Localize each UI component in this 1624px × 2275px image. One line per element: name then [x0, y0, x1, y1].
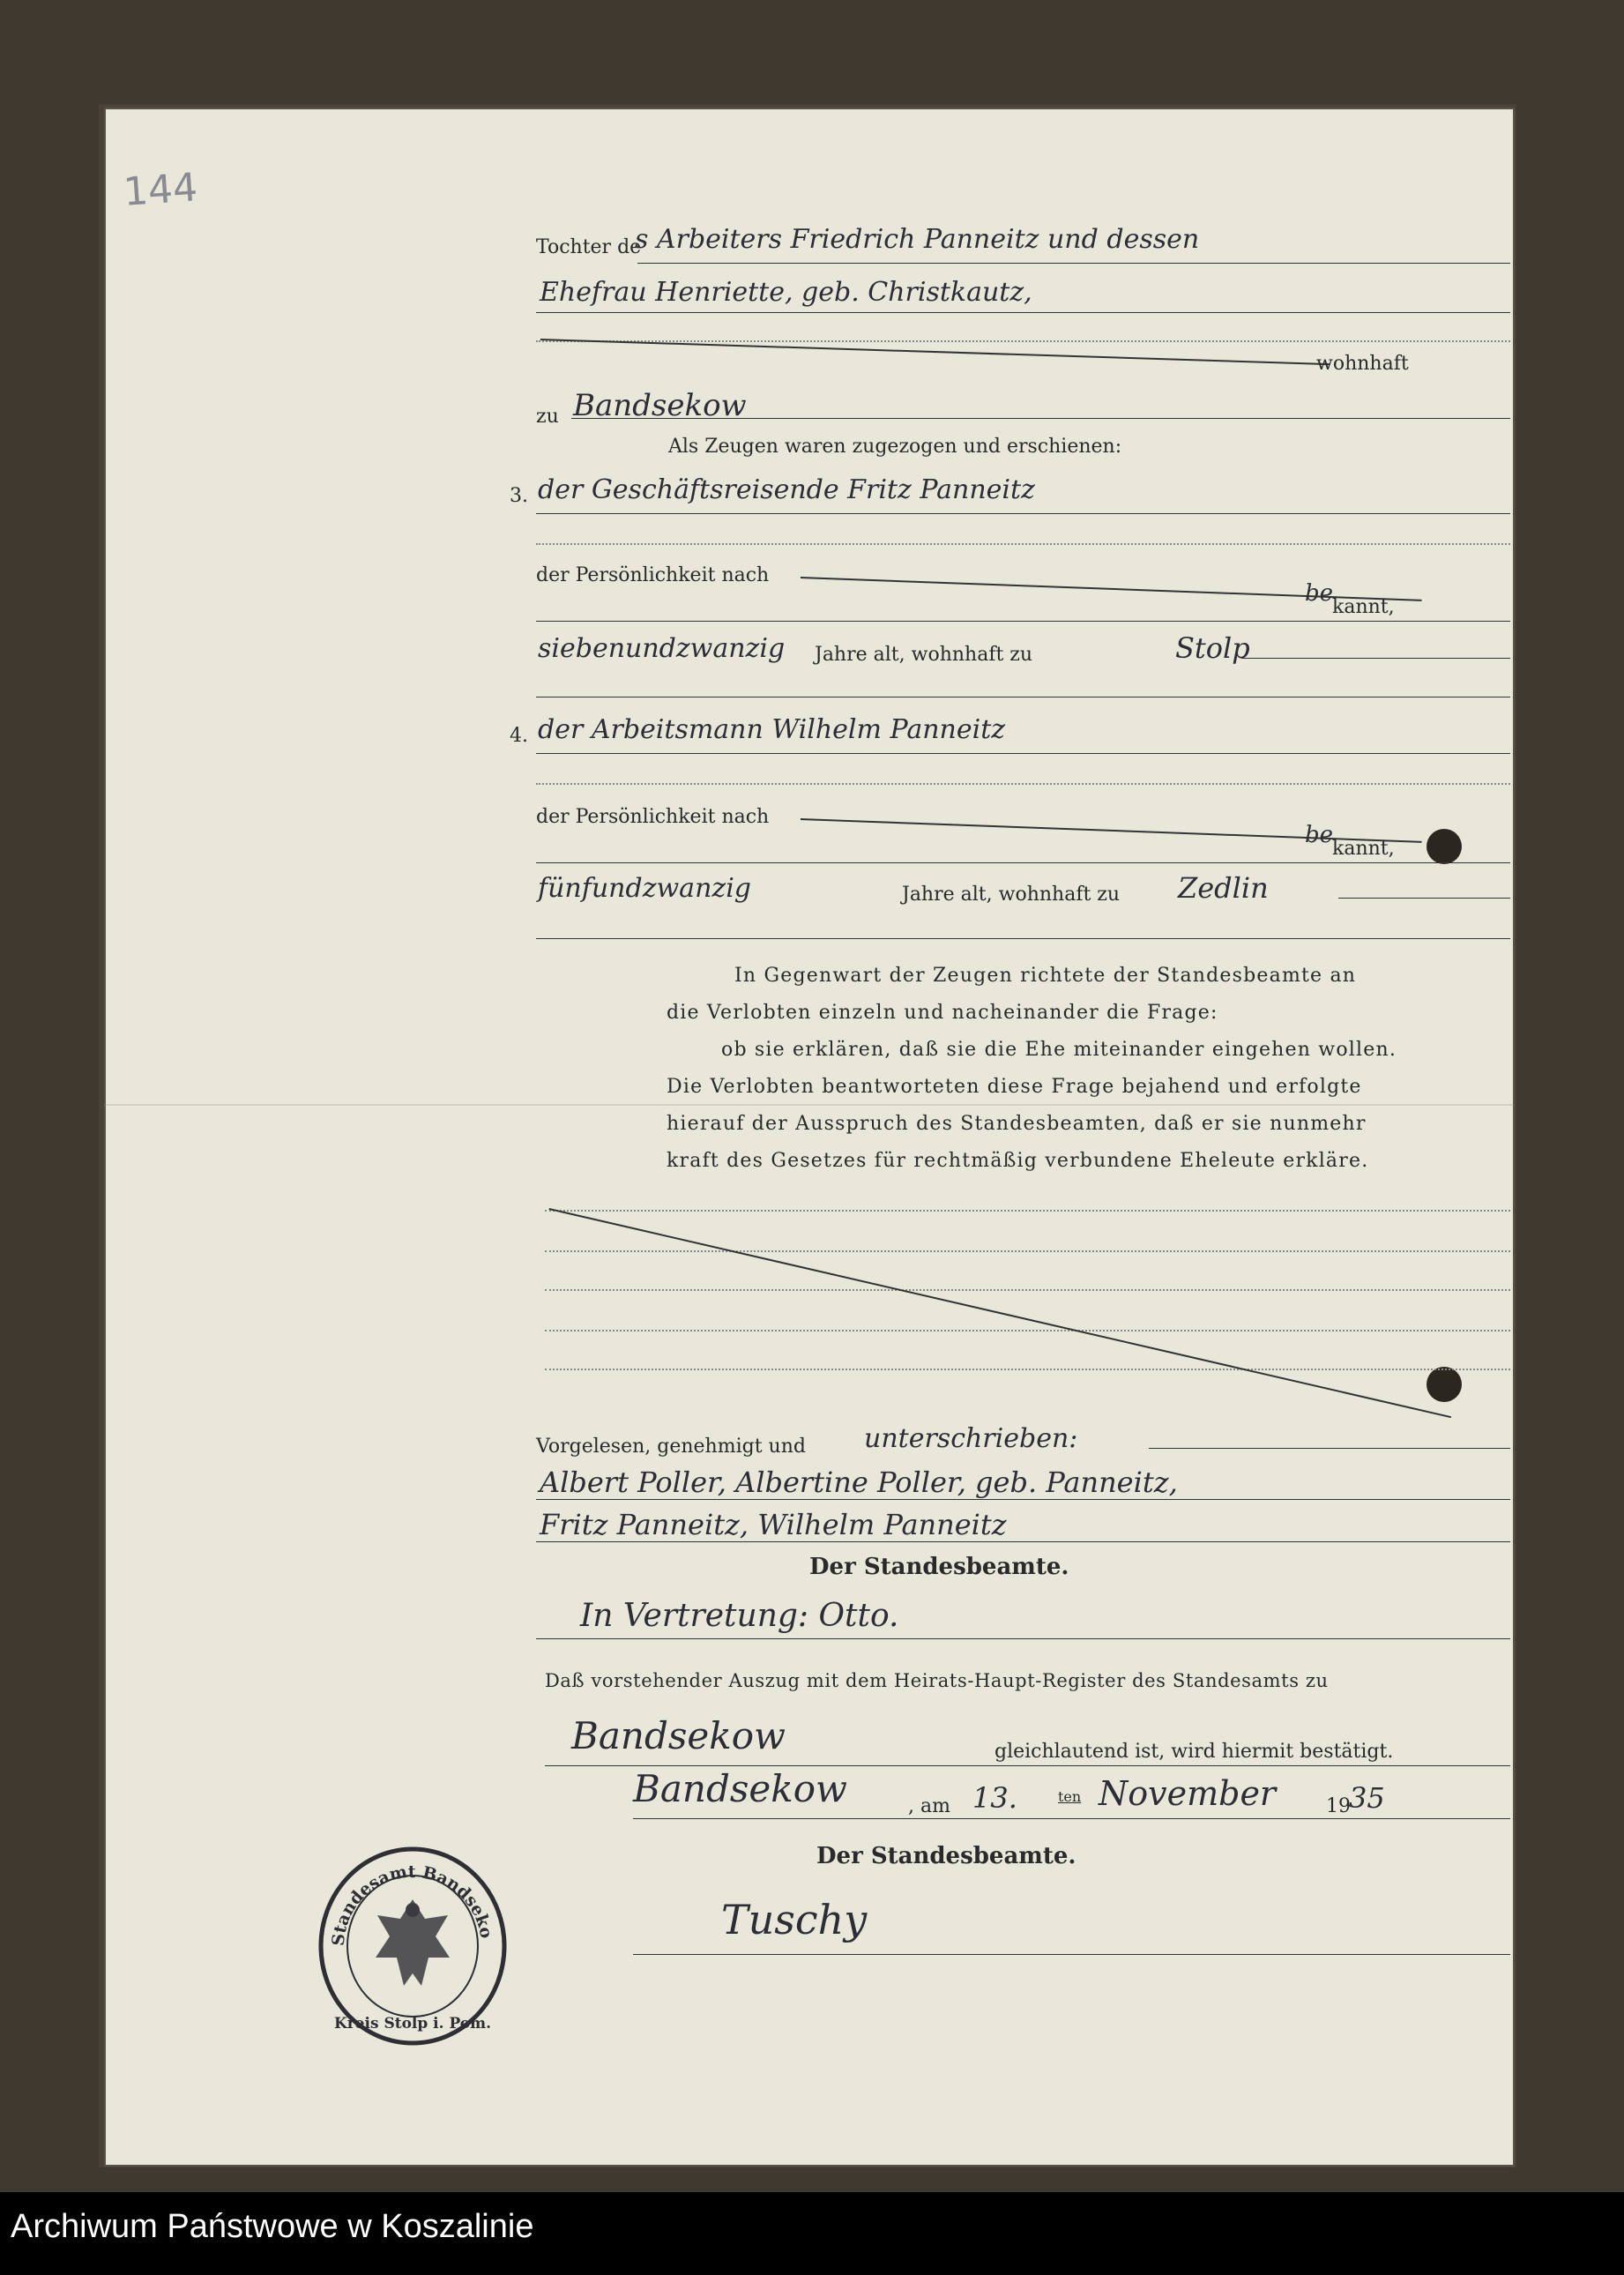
- dotted-rule: [536, 340, 1510, 342]
- witness-4-number: 4.: [510, 725, 528, 747]
- standesbeamte-heading-2: Der Standesbeamte.: [816, 1843, 1076, 1869]
- paragraph-line-5: hierauf der Ausspruch des Standesbeamten, daß er sie nunmehr: [667, 1113, 1367, 1135]
- tochter-prefix: Tochter de: [536, 236, 642, 258]
- vorgelesen-label: Vorgelesen, genehmigt und: [536, 1436, 806, 1458]
- paragraph-line-4: Die Verlobten beantworteten diese Frage bejahend und erfolgte: [667, 1076, 1362, 1098]
- bekannt-handwriting: be: [1305, 580, 1334, 607]
- witness-3-age-handwriting: siebenundzwanzig: [538, 633, 786, 664]
- dotted-rule: [545, 1250, 1510, 1252]
- dotted-rule: [536, 783, 1510, 785]
- official-seal: [316, 1845, 510, 2048]
- rule: [536, 1499, 1510, 1500]
- bekannt-handwriting: be: [1305, 822, 1334, 848]
- auszug-text: Daß vorstehender Auszug mit dem Heirats-Haupt-Register des Standesamts zu: [545, 1670, 1329, 1691]
- am-label: , am: [908, 1795, 950, 1817]
- year-handwriting: 35: [1349, 1781, 1385, 1815]
- age-label: Jahre alt, wohnhaft zu: [815, 644, 1033, 666]
- witness-4-place-handwriting: Zedlin: [1178, 871, 1269, 905]
- fold-crease: [104, 1104, 1515, 1106]
- dotted-rule: [545, 1369, 1510, 1370]
- dotted-rule: [545, 1330, 1510, 1331]
- rule: [536, 1638, 1510, 1639]
- day-handwriting: 13.: [972, 1781, 1017, 1815]
- rule: [571, 418, 1510, 419]
- rule: [536, 938, 1510, 939]
- paragraph-line-3: ob sie erklären, daß sie die Ehe miteinander eingehen wollen.: [721, 1039, 1397, 1061]
- signatures-line-1-handwriting: Albert Poller, Albertine Poller, geb. Panneitz,: [540, 1466, 1178, 1499]
- rule: [536, 1541, 1510, 1542]
- archive-footer-bar: [0, 2192, 1624, 2275]
- witness-3-place-handwriting: Stolp: [1175, 631, 1250, 665]
- signatures-line-2-handwriting: Fritz Panneitz, Wilhelm Panneitz: [540, 1508, 1007, 1541]
- rule: [1149, 1448, 1510, 1449]
- dotted-rule: [545, 1289, 1510, 1291]
- persoenlichkeit-label: der Persönlichkeit nach: [536, 806, 770, 828]
- age-label: Jahre alt, wohnhaft zu: [902, 884, 1121, 906]
- year-prefix: 19: [1326, 1795, 1351, 1817]
- office-place-handwriting: Bandsekow: [571, 1714, 786, 1757]
- rule: [536, 312, 1510, 313]
- date-place-handwriting: Bandsekow: [633, 1767, 847, 1810]
- rule: [536, 621, 1510, 622]
- zu-label: zu: [536, 406, 559, 428]
- vertretung-handwriting: In Vertretung: Otto.: [580, 1598, 899, 1634]
- punch-hole-lower: [1427, 1367, 1462, 1402]
- rule: [536, 862, 1510, 863]
- rule: [1338, 898, 1510, 899]
- paragraph-line-2: die Verlobten einzeln und nacheinander die Frage:: [667, 1002, 1218, 1024]
- final-signature-handwriting: Tuschy: [721, 1896, 868, 1943]
- archive-footer-label: Archiwum Państwowe w Koszalinie: [11, 2208, 534, 2245]
- standesbeamte-heading-1: Der Standesbeamte.: [809, 1554, 1069, 1580]
- vorgelesen-handwriting: unterschrieben:: [864, 1423, 1078, 1454]
- witness-3-number: 3.: [510, 485, 528, 507]
- strike-line: [549, 1208, 1452, 1418]
- dotted-rule: [536, 543, 1510, 545]
- punch-hole-upper: [1427, 829, 1462, 864]
- paragraph-line-1: In Gegenwart der Zeugen richtete der Standesbeamte an: [734, 965, 1357, 987]
- month-handwriting: November: [1099, 1774, 1277, 1813]
- bride-place-handwriting: Bandsekow: [573, 388, 747, 423]
- rule: [536, 753, 1510, 754]
- witness-3-name-handwriting: der Geschäftsreisende Fritz Panneitz: [538, 474, 1035, 505]
- strike-line: [540, 339, 1330, 365]
- gleichlautend-text: gleichlautend ist, wird hiermit bestätigt.: [995, 1741, 1394, 1763]
- rule: [1241, 658, 1510, 659]
- ten-suffix: ten: [1058, 1788, 1082, 1805]
- witness-heading: Als Zeugen waren zugezogen und erschienen:: [668, 436, 1122, 458]
- rule: [536, 513, 1510, 514]
- witness-4-name-handwriting: der Arbeitsmann Wilhelm Panneitz: [538, 714, 1006, 745]
- svg-text:Kreis Stolp i. Pom.: Kreis Stolp i. Pom.: [333, 2015, 492, 2033]
- wohnhaft-label: wohnhaft: [1316, 353, 1409, 375]
- kannt-label: kannt,: [1332, 596, 1395, 618]
- dotted-rule: [545, 1210, 1510, 1212]
- father-name-handwriting: s Arbeiters Friedrich Panneitz und dessen: [635, 224, 1200, 255]
- kannt-label: kannt,: [1332, 838, 1395, 860]
- paragraph-line-6: kraft des Gesetzes für rechtmäßig verbundene Eheleute erkläre.: [667, 1150, 1369, 1172]
- pencil-page-number: 144: [122, 165, 199, 215]
- mother-name-handwriting: Ehefrau Henriette, geb. Christkautz,: [540, 277, 1032, 308]
- rule: [633, 1954, 1510, 1955]
- witness-4-age-handwriting: fünfundzwanzig: [538, 873, 751, 904]
- rule: [633, 1818, 1510, 1819]
- persoenlichkeit-label: der Persönlichkeit nach: [536, 564, 770, 586]
- rule: [545, 1765, 1510, 1766]
- svg-text:Standesamt Bandsekow: Standesamt Bandseko: [328, 1861, 496, 1947]
- rule: [637, 263, 1510, 264]
